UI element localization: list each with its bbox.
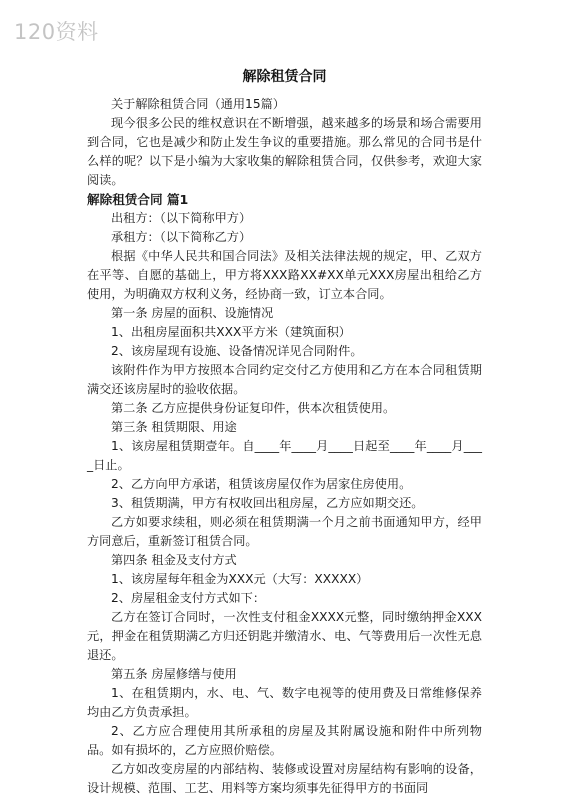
paragraph: 根据《中华人民共和国合同法》及相关法律法规的规定，甲、乙双方在平等、自愿的基础上，甲方将XXX路XX#XX单元XXX房屋出租给乙方使用，为明确双方权利义务，经协商一致，订立本合同。 [87, 249, 482, 301]
paragraph: 乙方如改变房屋的内部结构、装修或设置对房屋结构有影响的设备，设计规模、范围、工艺、用料等方案均须事先征得甲方的书面同 [87, 762, 482, 795]
paragraph: 1、在租赁期内，水、电、气、数字电视等的使用费及日常维修保养均由乙方负责承担。 [87, 686, 482, 719]
paragraph: 乙方在签订合同时，一次性支付租金XXXX元整，同时缴纳押金XXX元，押金在租赁期满乙方归还钥匙并缴清水、电、气等费用后一次性无息退还。 [87, 610, 482, 662]
section-heading: 解除租赁合同 篇1 [87, 192, 189, 207]
paragraph: 关于解除租赁合同（通用15篇） [111, 97, 285, 111]
paragraph: 出租方：（以下简称甲方） [111, 211, 252, 225]
paragraph: 该附件作为甲方按照本合同约定交付乙方使用和乙方在本合同租赁期满交还该房屋时的验收依据。 [87, 363, 482, 396]
paragraph: 1、该房屋租赁期壹年。自____年____月____日起至____年____月____日止。 [87, 439, 482, 472]
paragraph: 2、该房屋现有设施、设备情况详见合同附件。 [111, 344, 363, 358]
paragraph: 第三条 租赁期限、用途 [111, 420, 237, 434]
watermark-logo: 120资料 [14, 20, 99, 44]
document-body [87, 95, 482, 798]
paragraph: 第一条 房屋的面积、设施情况 [111, 306, 274, 320]
paragraph: 承租方：（以下简称乙方） [111, 230, 252, 244]
paragraph: 1、该房屋每年租金为XXX元（大写：XXXXX） [111, 572, 369, 586]
document-title: 解除租赁合同 [242, 69, 327, 85]
paragraph: 现今很多公民的维权意识在不断增强，越来越多的场景和场合需要用到合同，它也是减少和防止发生争议的重要措施。那么常见的合同书是什么样的呢？以下是小编为大家收集的解除租赁合同，仅供参考，欢迎大家阅读。 [87, 116, 482, 187]
paragraph: 3、租赁期满，甲方有权收回出租房屋，乙方应如期交还。 [111, 496, 424, 510]
paragraph: 2、乙方向甲方承诺，租赁该房屋仅作为居家住房使用。 [111, 477, 412, 491]
paragraph: 第二条 乙方应提供身份证复印件，供本次租赁使用。 [111, 401, 396, 415]
paragraph: 乙方如要求续租，则必须在租赁期满一个月之前书面通知甲方，经甲方同意后，重新签订租赁合同。 [87, 515, 482, 548]
paragraph: 2、房屋租金支付方式如下： [111, 591, 266, 605]
paragraph: 2、乙方应合理使用其所承租的房屋及其附属设施和附件中所列物品。如有损坏的，乙方应照价赔偿。 [87, 724, 482, 757]
paragraph: 第五条 房屋修缮与使用 [111, 667, 237, 681]
paragraph: 第四条 租金及支付方式 [111, 553, 237, 567]
paragraph: 1、出租房屋面积共XXX平方米（建筑面积） [111, 325, 351, 339]
